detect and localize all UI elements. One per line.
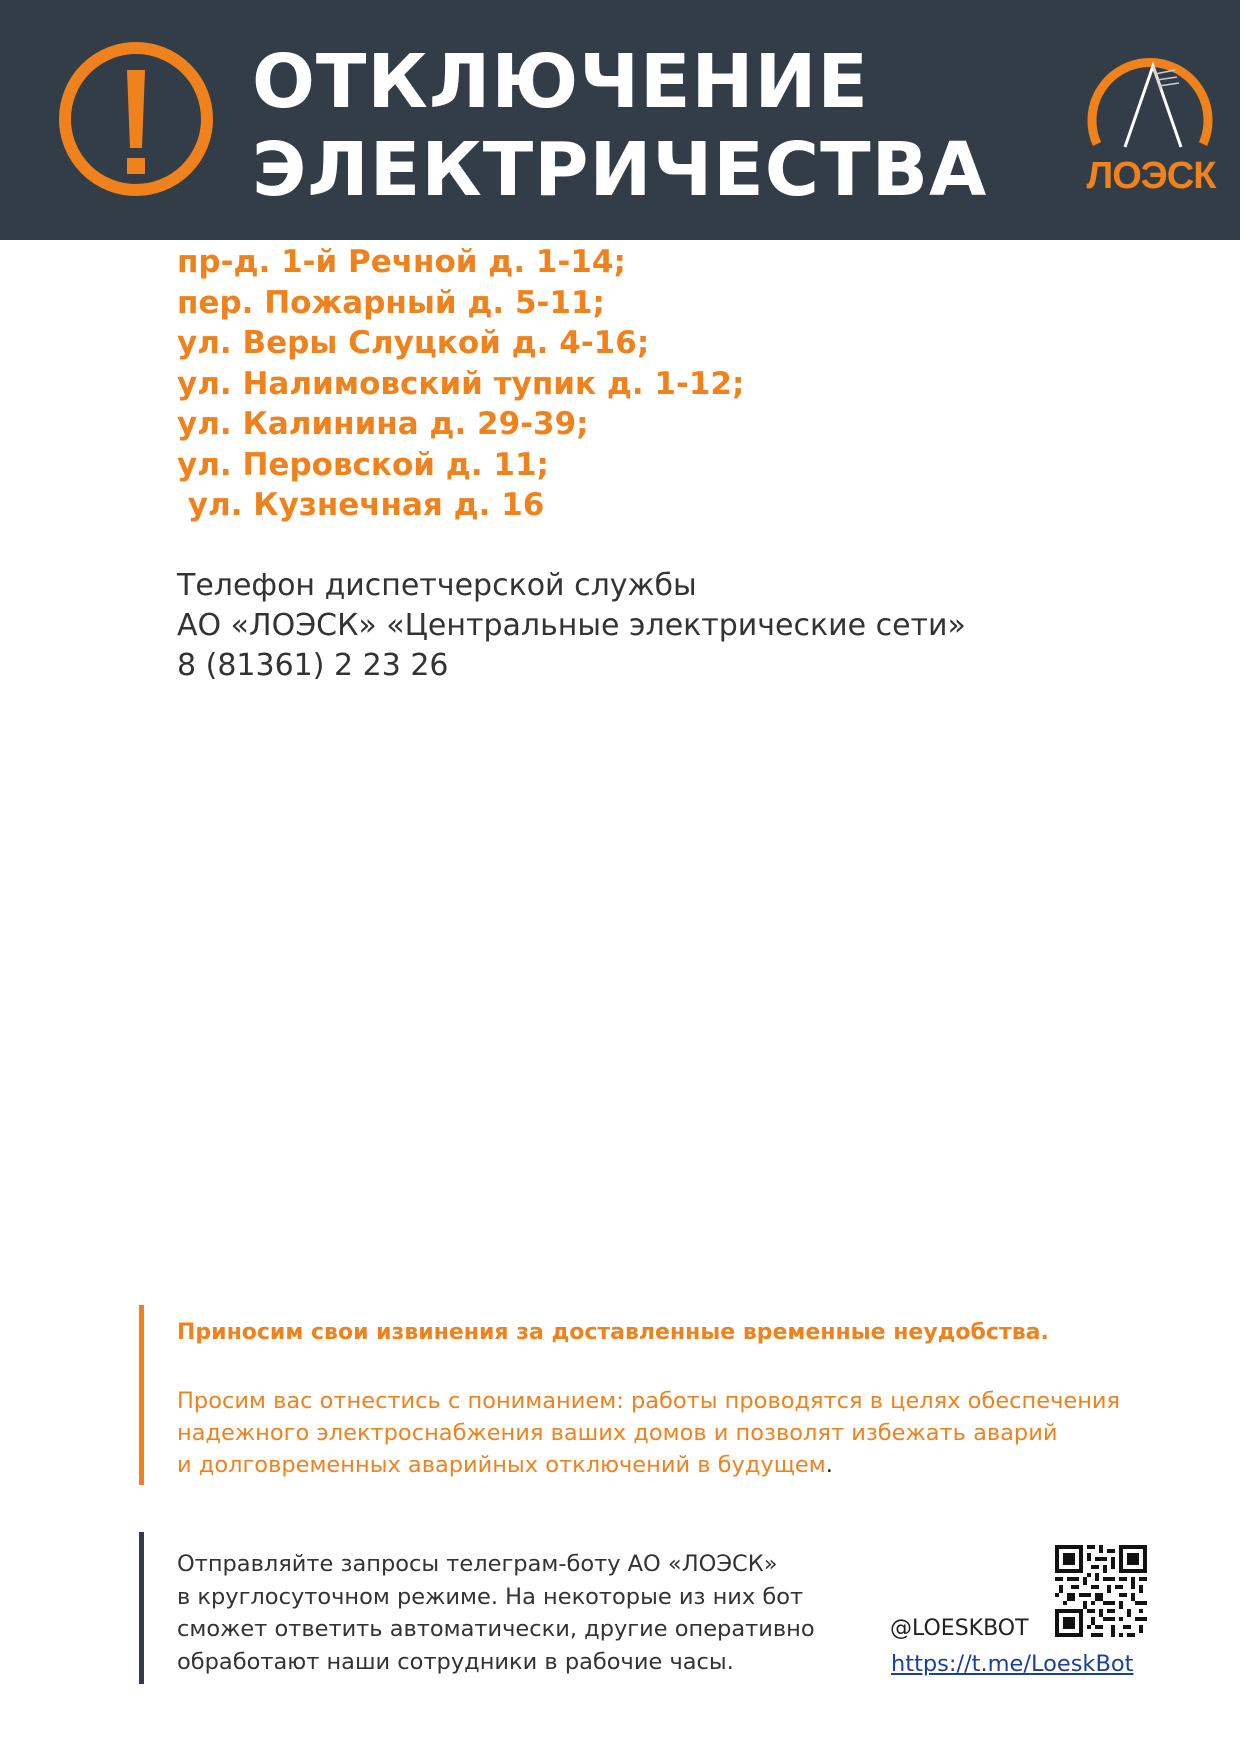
address-item: ул. Налимовский тупик д. 1-12; (177, 365, 745, 402)
contact-label: Телефон диспетчерской службы (177, 568, 697, 603)
logo-text: ЛОЭСК (1086, 155, 1216, 197)
bot-info-text (177, 1548, 815, 1678)
bot-handle: @LOESKBOT (890, 1616, 1029, 1641)
exclamation-circle-icon (57, 40, 215, 198)
bot-info-line: обработают наши сотрудники в рабочие часы. (177, 1648, 734, 1675)
bot-link[interactable]: https://t.me/LoeskBot (891, 1651, 1134, 1677)
address-item: ул. Калинина д. 29-39; (177, 406, 589, 442)
bot-info-line: в круглосуточном режиме. На некоторые из них бот (177, 1583, 804, 1610)
apology-line-last (177, 1449, 1120, 1481)
apology-line: надежного электроснабжения ваших домов и позволят избежать аварий (177, 1420, 1058, 1446)
qr-code-icon (1055, 1545, 1147, 1637)
apology-title: Приносим свои извинения за доставленные временные неудобства. (177, 1320, 1049, 1345)
title-line-2: ЭЛЕКТРИЧЕСТВА (252, 127, 988, 213)
page-title (252, 38, 987, 214)
dispatch-contact (177, 566, 966, 686)
address-item: ул. Веры Слуцкой д. 4-16; (177, 325, 650, 361)
title-line-1: ОТКЛЮЧЕНИЕ (252, 39, 869, 125)
contact-phone: 8 (81361) 2 23 26 (177, 648, 449, 683)
address-item: ул. Перовской д. 11; (177, 446, 549, 483)
apology-line: Просим вас отнестись с пониманием: работы проводятся в целях обеспечения (177, 1388, 1121, 1414)
header-banner (0, 0, 1240, 240)
address-list (177, 242, 744, 526)
bot-accent-bar (139, 1532, 144, 1684)
contact-organization: АО «ЛОЭСК» «Центральные электрические сети» (177, 608, 966, 643)
address-item: ул. Кузнечная д. 16 (177, 487, 545, 523)
apology-line: и долговременных аварийных отключений в будущем (177, 1452, 826, 1478)
bot-info-line: Отправляйте запросы телеграм-боту АО «ЛОЭСК» (177, 1551, 778, 1577)
address-item: пр-д. 1-й Речной д. 1-14; (177, 244, 626, 280)
apology-accent-bar (139, 1305, 144, 1485)
address-item: пер. Пожарный д. 5-11; (177, 284, 605, 321)
bot-info-line: сможет ответить автоматически, другие оперативно (177, 1616, 815, 1642)
apology-text (177, 1385, 1120, 1481)
apology-end-mark: . (825, 1452, 833, 1478)
